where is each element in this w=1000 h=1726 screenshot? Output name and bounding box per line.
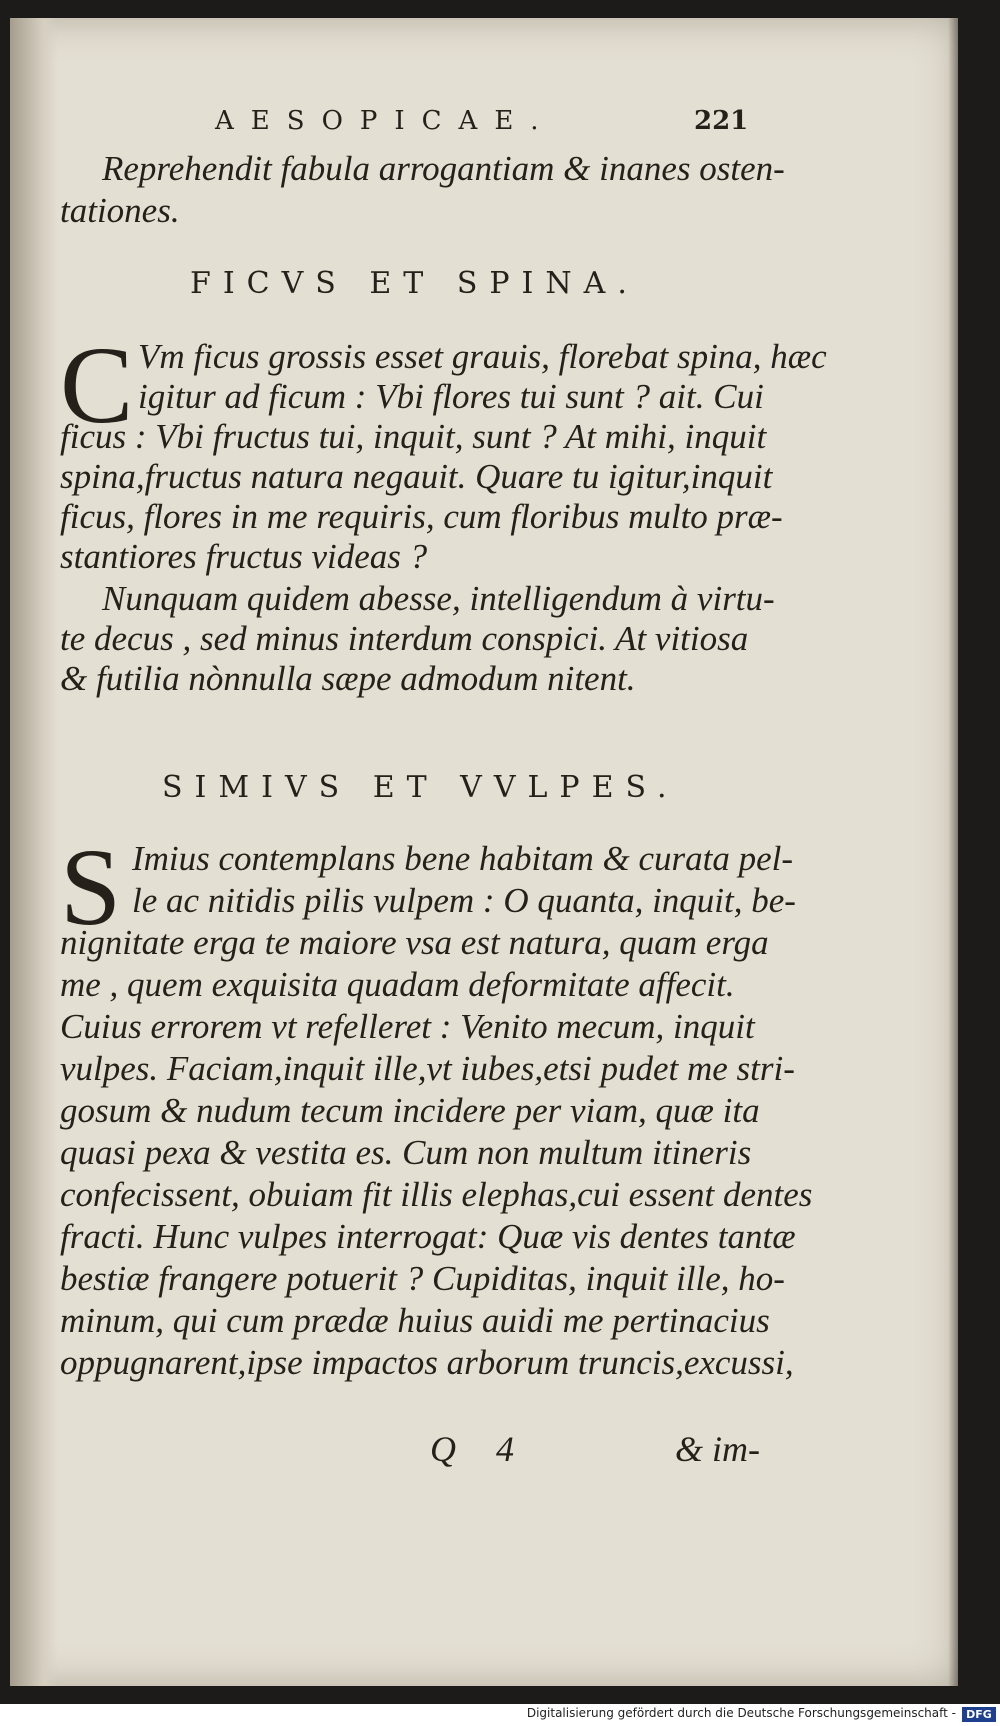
text-line: confecissent, obuiam fit illis elephas,cui essent dentes bbox=[60, 1175, 813, 1214]
catchword: & im- bbox=[675, 1429, 760, 1469]
digitization-footer bbox=[0, 1704, 1000, 1726]
text-line: & futilia nònnulla sæpe admodum nitent. bbox=[60, 659, 636, 698]
text-line: gosum & nudum tecum incidere per viam, quæ ita bbox=[60, 1091, 760, 1130]
text-line: stantiores fructus videas ? bbox=[60, 537, 428, 576]
fable-title: FICVS ET SPINA. bbox=[190, 266, 639, 301]
text-line: Reprehendit fabula arrogantiam & inanes osten- bbox=[102, 149, 785, 188]
text-line: le ac nitidis pilis vulpem : O quanta, inquit, be- bbox=[132, 881, 796, 920]
text-line: ficus : Vbi fructus tui, inquit, sunt ? At mihi, inquit bbox=[60, 417, 767, 456]
text-line: nignitate erga te maiore vsa est natura, quam erga bbox=[60, 923, 769, 962]
text-line: vulpes. Faciam,inquit ille,vt iubes,etsi pudet me stri- bbox=[60, 1049, 795, 1088]
drop-cap: C bbox=[60, 324, 134, 446]
dfg-logo-icon: DFG bbox=[962, 1707, 996, 1722]
text-line: ficus, flores in me requiris, cum floribus multo præ- bbox=[60, 497, 783, 536]
text-line: spina,fructus natura negauit. Quare tu igitur,inquit bbox=[60, 457, 773, 496]
signature-letter: Q bbox=[430, 1429, 456, 1469]
book-page bbox=[10, 18, 958, 1686]
page-gutter bbox=[10, 18, 58, 1686]
text-line: bestiæ frangere potuerit ? Cupiditas, inquit ille, ho- bbox=[60, 1259, 785, 1298]
text-line: Imius contemplans bene habitam & curata pel- bbox=[132, 839, 794, 878]
text-line: me , quem exquisita quadam deformitate affecit. bbox=[60, 965, 735, 1004]
text-line: tationes. bbox=[60, 191, 180, 230]
signature-number: 4 bbox=[496, 1429, 514, 1469]
text-line: te decus , sed minus interdum conspici. At vitiosa bbox=[60, 619, 749, 658]
text-line: igitur ad ficum : Vbi flores tui sunt ? ait. Cui bbox=[138, 377, 764, 416]
text-line: Nunquam quidem abesse, intelligendum à virtu- bbox=[102, 579, 775, 618]
text-line: Cuius errorem vt refelleret : Venito mecum, inquit bbox=[60, 1007, 755, 1046]
signature-mark bbox=[430, 1428, 554, 1470]
drop-cap: S bbox=[60, 826, 122, 948]
fable-title: SIMIVS ET VVLPES. bbox=[162, 770, 679, 805]
text-line: fracti. Hunc vulpes interrogat: Quæ vis dentes tantæ bbox=[60, 1217, 796, 1256]
footer-credit: Digitalisierung gefördert durch die Deutsche Forschungsgemeinschaft - bbox=[526, 1706, 956, 1720]
page-number: 221 bbox=[694, 106, 749, 136]
running-title: AESOPICAE. bbox=[215, 106, 556, 136]
text-line: quasi pexa & vestita es. Cum non multum itineris bbox=[60, 1133, 752, 1172]
page-edge bbox=[948, 18, 958, 1686]
text-line: minum, qui cum prædæ huius auidi me pertinacius bbox=[60, 1301, 770, 1340]
text-line: Vm ficus grossis esset grauis, florebat spina, hæc bbox=[138, 337, 827, 376]
text-line: oppugnarent,ipse impactos arborum truncis,excussi, bbox=[60, 1343, 794, 1382]
